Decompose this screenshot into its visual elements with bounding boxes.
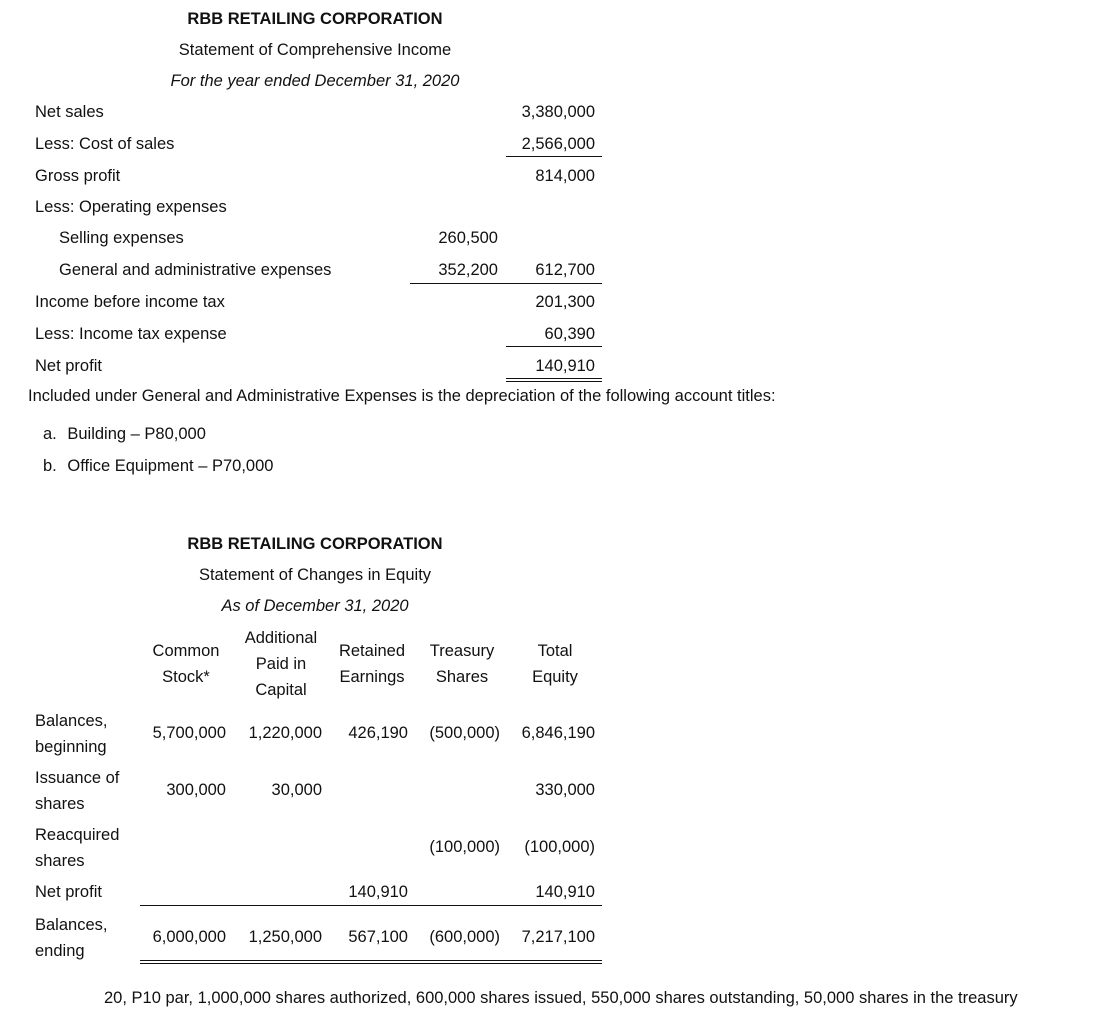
equity-footnote: 20, P10 par, 1,000,000 shares authorized, 600,000 shares issued, 550,000 shares outstanding, 50,000 shares in the treasury: [104, 989, 1018, 1007]
row-label: Balances, ending: [35, 916, 108, 960]
cell-total-equity: 7,217,100: [521, 928, 595, 946]
row-label: Balances, beginning: [35, 712, 108, 756]
net-profit-label: Net profit: [35, 357, 102, 375]
cell-apic: 30,000: [271, 781, 322, 799]
equity-company-title: RBB RETAILING CORPORATION: [187, 535, 443, 553]
ga-expenses-label: General and administrative expenses: [59, 261, 332, 279]
cell-total-equity: 6,846,190: [521, 724, 595, 742]
income-statement-title: Statement of Comprehensive Income: [178, 41, 452, 59]
col-header-apic: Additional Paid in Capital: [244, 629, 318, 699]
cell-apic: 1,220,000: [248, 724, 322, 742]
tax-underline: [506, 346, 602, 347]
note-item-a: [43, 425, 206, 444]
col-header-common-stock: Common Stock*: [152, 642, 220, 686]
income-before-tax-value: 201,300: [535, 293, 595, 311]
note-item-text: Building – P80,000: [67, 425, 206, 443]
ga-expenses-value: 352,200: [438, 261, 498, 279]
operating-expenses-label: Less: Operating expenses: [35, 198, 227, 216]
cost-of-sales-value: 2,566,000: [521, 135, 595, 153]
income-company-title: RBB RETAILING CORPORATION: [187, 10, 443, 28]
income-before-tax-label: Income before income tax: [35, 293, 225, 311]
equity-statement-title: Statement of Changes in Equity: [198, 566, 432, 584]
cell-common-stock: 300,000: [166, 781, 226, 799]
cell-total-equity: 140,910: [535, 883, 595, 901]
note-text: Included under General and Administrative Expenses is the depreciation of the following account titles:: [28, 387, 776, 405]
net-profit-row-underline: [140, 905, 602, 906]
net-sales-label: Net sales: [35, 103, 104, 121]
net-sales-value: 3,380,000: [521, 103, 595, 121]
ending-row-double-underline: [140, 960, 602, 964]
cell-common-stock: 6,000,000: [152, 928, 226, 946]
cell-retained-earnings: 567,100: [348, 928, 408, 946]
net-profit-value: 140,910: [535, 357, 595, 375]
cost-of-sales-label: Less: Cost of sales: [35, 135, 175, 153]
cell-treasury-shares: (600,000): [429, 928, 500, 946]
opex-underline: [410, 283, 602, 284]
selling-expenses-label: Selling expenses: [59, 229, 184, 247]
col-header-total-equity: Total Equity: [532, 642, 578, 686]
note-item-marker: b.: [43, 457, 57, 475]
row-label: Reacquired shares: [35, 826, 120, 870]
cell-apic: 1,250,000: [248, 928, 322, 946]
row-label: Net profit: [35, 883, 102, 901]
note-item-marker: a.: [43, 425, 57, 443]
row-label: Issuance of shares: [35, 769, 120, 813]
gross-profit-label: Gross profit: [35, 167, 121, 185]
net-profit-double-underline: [506, 378, 602, 382]
income-tax-value: 60,390: [544, 325, 595, 343]
cell-total-equity: 330,000: [535, 781, 595, 799]
note-item-text: Office Equipment – P70,000: [67, 457, 274, 475]
income-tax-label: Less: Income tax expense: [35, 325, 227, 343]
cell-retained-earnings: 426,190: [348, 724, 408, 742]
selling-expenses-value: 260,500: [438, 229, 498, 247]
cell-total-equity: (100,000): [524, 838, 595, 856]
cell-retained-earnings: 140,910: [348, 883, 408, 901]
cost-underline: [506, 156, 602, 157]
income-period: For the year ended December 31, 2020: [170, 72, 460, 90]
col-header-treasury-shares: Treasury Shares: [429, 642, 495, 686]
cell-common-stock: 5,700,000: [152, 724, 226, 742]
gross-profit-value: 814,000: [535, 167, 595, 185]
cell-treasury-shares: (100,000): [429, 838, 500, 856]
note-item-b: [43, 457, 273, 476]
cell-treasury-shares: (500,000): [429, 724, 500, 742]
equity-period: As of December 31, 2020: [221, 597, 409, 615]
col-header-retained-earnings: Retained Earnings: [338, 642, 406, 686]
operating-expenses-total: 612,700: [535, 261, 595, 279]
